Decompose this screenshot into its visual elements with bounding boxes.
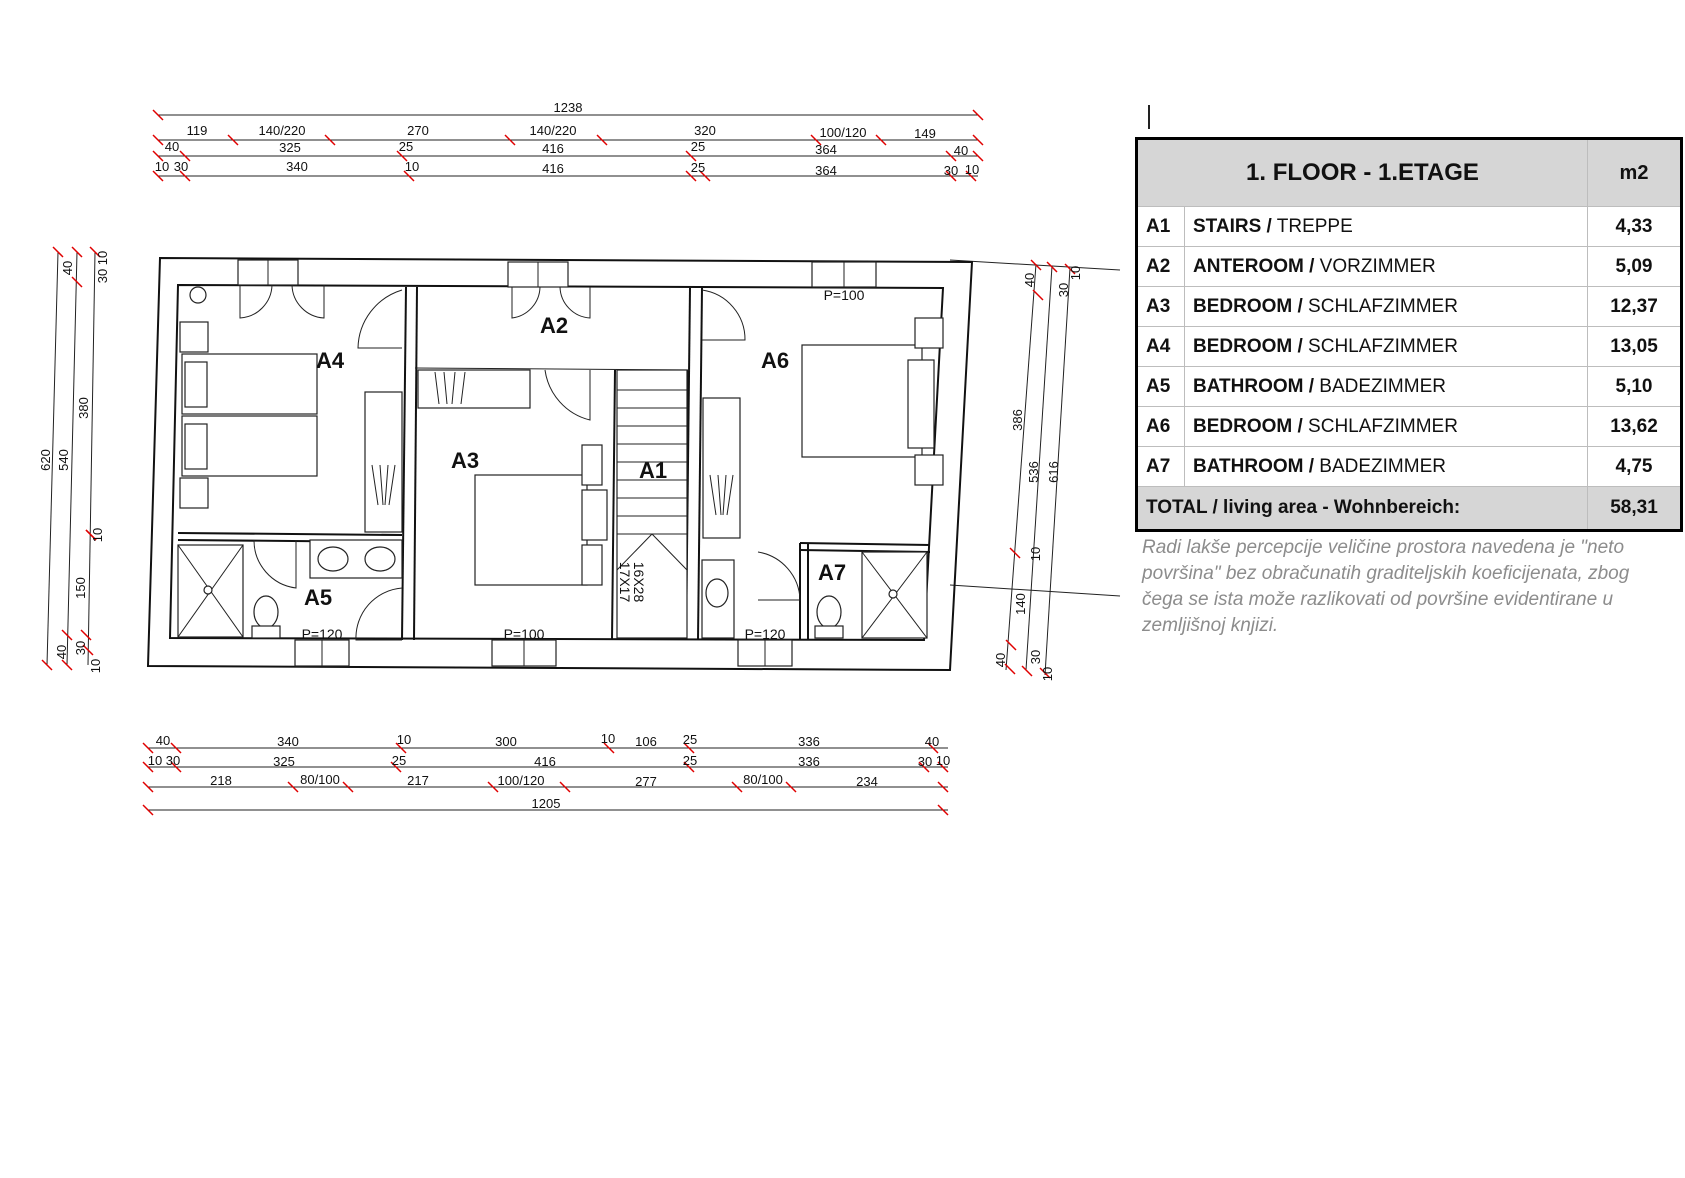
dim-right-40a: 40 bbox=[1022, 272, 1037, 288]
room-code: A7 bbox=[1137, 447, 1185, 487]
room-code: A5 bbox=[1137, 367, 1185, 407]
dim-top-r2-4: 416 bbox=[542, 141, 564, 156]
room-name-de: SCHLAFZIMMER bbox=[1302, 295, 1458, 317]
dim-top-r2-5: 25 bbox=[690, 139, 706, 154]
room-name-en: BEDROOM / bbox=[1193, 415, 1303, 437]
table-row bbox=[1137, 247, 1682, 287]
dim-left-10b: 10 bbox=[88, 658, 103, 674]
room-name-en: BATHROOM / bbox=[1193, 455, 1315, 477]
room-name bbox=[1185, 287, 1588, 327]
dim-bot-r1-4: 300 bbox=[495, 734, 517, 749]
room-name-de: BADEZIMMER bbox=[1314, 375, 1446, 397]
dim-top-r2-1: 40 bbox=[164, 139, 180, 154]
dim-bot-r1-2: 340 bbox=[277, 734, 299, 749]
table-header-row bbox=[1137, 139, 1682, 207]
dim-top-r3-7: 364 bbox=[815, 163, 837, 178]
dim-top-r3-5: 416 bbox=[542, 161, 564, 176]
room-name-de: BADEZIMMER bbox=[1314, 455, 1446, 477]
table-row bbox=[1137, 207, 1682, 247]
room-name-en: BEDROOM / bbox=[1193, 295, 1303, 317]
room-area: 13,62 bbox=[1588, 407, 1682, 447]
table-row bbox=[1137, 367, 1682, 407]
dim-right-10c: 10 bbox=[1040, 666, 1055, 682]
room-label-a1: A1 bbox=[638, 458, 668, 483]
dim-right-386: 386 bbox=[1010, 409, 1025, 431]
table-total-row bbox=[1137, 487, 1682, 531]
table-row bbox=[1137, 287, 1682, 327]
dim-top-r1-2: 140/220 bbox=[258, 123, 306, 138]
parapet-label-1: P=100 bbox=[823, 287, 865, 303]
room-name bbox=[1185, 207, 1588, 247]
room-name-de: SCHLAFZIMMER bbox=[1302, 335, 1458, 357]
room-label-a5: A5 bbox=[303, 585, 333, 610]
dim-bot-r1-7: 25 bbox=[682, 732, 698, 747]
room-area: 5,09 bbox=[1588, 247, 1682, 287]
dim-right-40b: 40 bbox=[993, 652, 1008, 668]
dim-top-r2-6: 364 bbox=[815, 142, 837, 157]
dim-bot-r2-4: 25 bbox=[391, 753, 407, 768]
room-name-de: VORZIMMER bbox=[1314, 255, 1436, 277]
room-name bbox=[1185, 447, 1588, 487]
dim-bot-r1-8: 336 bbox=[798, 734, 820, 749]
dim-bot-r3-7: 234 bbox=[856, 774, 878, 789]
dim-bot-r1-1: 40 bbox=[155, 733, 171, 748]
dim-left-380: 380 bbox=[76, 397, 91, 419]
dim-left-10c: 10 bbox=[95, 250, 110, 266]
dim-bot-r3-4: 100/120 bbox=[497, 773, 545, 788]
dim-left-40b: 40 bbox=[54, 644, 69, 660]
dim-bot-r2-9: 10 bbox=[935, 753, 951, 768]
dim-bot-r3-2: 80/100 bbox=[300, 772, 340, 787]
text-cursor bbox=[1148, 105, 1150, 129]
right-dimensions bbox=[950, 260, 1120, 681]
dim-right-140: 140 bbox=[1013, 593, 1028, 615]
dim-top-r1-3: 270 bbox=[407, 123, 429, 138]
bottom-dimensions bbox=[143, 731, 950, 815]
dim-right-10b: 10 bbox=[1028, 546, 1043, 562]
dim-left-620: 620 bbox=[38, 449, 53, 471]
dim-bot-r1-9: 40 bbox=[924, 734, 940, 749]
stairs-label-2: 17X17 bbox=[617, 561, 633, 603]
parapet-label-3: P=100 bbox=[503, 626, 545, 642]
dim-top-r1-5: 320 bbox=[694, 123, 716, 138]
disclaimer-note: Radi lakše percepcije veličine prostora navedena je "neto površina" bez obračunatih graditeljskih koeficijenata, zbog čega se ista može razlikovati od površine evidentirane u zemljišnoj knjizi. bbox=[1142, 537, 1630, 636]
stairs-label: 16X28 bbox=[631, 561, 647, 603]
dim-bot-r2-1: 10 bbox=[147, 753, 163, 768]
dim-top-r2-3: 25 bbox=[398, 139, 414, 154]
dim-top-r1-7: 149 bbox=[914, 126, 936, 141]
table-row bbox=[1137, 447, 1682, 487]
dim-top-r3-9: 10 bbox=[964, 162, 980, 177]
room-name-en: STAIRS / bbox=[1193, 215, 1272, 237]
room-area: 4,33 bbox=[1588, 207, 1682, 247]
dim-top-r1-6: 100/120 bbox=[819, 125, 867, 140]
top-dimensions bbox=[153, 100, 983, 181]
dim-top-r3-8: 30 bbox=[943, 163, 959, 178]
dim-top-r3-1: 10 bbox=[154, 159, 170, 174]
total-value: 58,31 bbox=[1588, 487, 1682, 531]
dim-left-10a: 10 bbox=[90, 527, 105, 543]
table-row bbox=[1137, 327, 1682, 367]
dim-top-r3-4: 10 bbox=[404, 159, 420, 174]
dim-top-r3-6: 25 bbox=[690, 160, 706, 175]
dim-bot-r2-5: 416 bbox=[534, 754, 556, 769]
room-label-a7: A7 bbox=[817, 560, 847, 585]
dim-top-r3-2: 30 bbox=[173, 159, 189, 174]
room-code: A6 bbox=[1137, 407, 1185, 447]
room-name bbox=[1185, 407, 1588, 447]
room-area: 4,75 bbox=[1588, 447, 1682, 487]
room-name-de: TREPPE bbox=[1271, 215, 1353, 237]
dim-top-r1-1: 119 bbox=[186, 123, 208, 138]
dim-left-150: 150 bbox=[73, 577, 88, 599]
room-name-en: BATHROOM / bbox=[1193, 375, 1315, 397]
room-name-de: SCHLAFZIMMER bbox=[1302, 415, 1458, 437]
dim-left-40a: 40 bbox=[60, 260, 75, 276]
dim-bot-r3-5: 277 bbox=[635, 774, 657, 789]
dim-bot-r1-6: 106 bbox=[635, 734, 657, 749]
room-label-a2: A2 bbox=[539, 313, 569, 338]
room-label-a6: A6 bbox=[760, 348, 790, 373]
dim-bot-r3-1: 218 bbox=[210, 773, 232, 788]
room-code: A2 bbox=[1137, 247, 1185, 287]
dim-right-10a: 10 bbox=[1068, 265, 1083, 281]
dim-bot-r2-6: 25 bbox=[682, 753, 698, 768]
room-name bbox=[1185, 367, 1588, 407]
dim-right-536: 536 bbox=[1026, 461, 1041, 483]
dim-bot-r2-3: 325 bbox=[273, 754, 295, 769]
left-dimensions bbox=[38, 247, 110, 673]
dim-top-r2-2: 325 bbox=[279, 140, 301, 155]
room-code: A1 bbox=[1137, 207, 1185, 247]
room-name-en: BEDROOM / bbox=[1193, 335, 1303, 357]
dim-bot-r2-7: 336 bbox=[798, 754, 820, 769]
area-table bbox=[1135, 137, 1683, 532]
dim-top-r2-7: 40 bbox=[953, 143, 969, 158]
dim-bot-r2-8: 30 bbox=[917, 754, 933, 769]
room-label-a3: A3 bbox=[450, 448, 480, 473]
room-name-en: ANTEROOM / bbox=[1193, 255, 1315, 277]
room-code: A4 bbox=[1137, 327, 1185, 367]
dim-top-r3-3: 340 bbox=[286, 159, 308, 174]
furniture bbox=[178, 287, 943, 638]
dim-bot-r1-5: 10 bbox=[600, 731, 616, 746]
room-area: 12,37 bbox=[1588, 287, 1682, 327]
dim-top-r1-4: 140/220 bbox=[529, 123, 577, 138]
dim-bot-r3-3: 217 bbox=[407, 773, 429, 788]
dim-bot-overall: 1205 bbox=[531, 796, 561, 811]
room-name bbox=[1185, 327, 1588, 367]
room-area: 13,05 bbox=[1588, 327, 1682, 367]
dim-bot-r3-6: 80/100 bbox=[743, 772, 783, 787]
dim-top-overall: 1238 bbox=[553, 100, 583, 115]
dim-left-30a: 30 bbox=[73, 640, 88, 656]
room-code: A3 bbox=[1137, 287, 1185, 327]
dim-bot-r1-3: 10 bbox=[396, 732, 412, 747]
total-label: TOTAL / living area - Wohnbereich: bbox=[1137, 487, 1588, 531]
room-name bbox=[1185, 247, 1588, 287]
dim-left-540: 540 bbox=[56, 449, 71, 471]
table-title: 1. FLOOR - 1.ETAGE bbox=[1137, 139, 1588, 207]
parapet-label-2: P=120 bbox=[301, 626, 343, 642]
table-row bbox=[1137, 407, 1682, 447]
dim-bot-r2-2: 30 bbox=[165, 753, 181, 768]
parapet-label-4: P=120 bbox=[744, 626, 786, 642]
room-area: 5,10 bbox=[1588, 367, 1682, 407]
dim-right-30b: 30 bbox=[1028, 649, 1043, 665]
room-label-a4: A4 bbox=[315, 348, 345, 373]
floor-plan-drawing bbox=[0, 0, 1130, 830]
dim-right-616: 616 bbox=[1046, 461, 1061, 483]
table-unit: m2 bbox=[1588, 139, 1682, 207]
dim-right-30a: 30 bbox=[1056, 282, 1071, 298]
dim-left-30b: 30 bbox=[95, 268, 110, 284]
